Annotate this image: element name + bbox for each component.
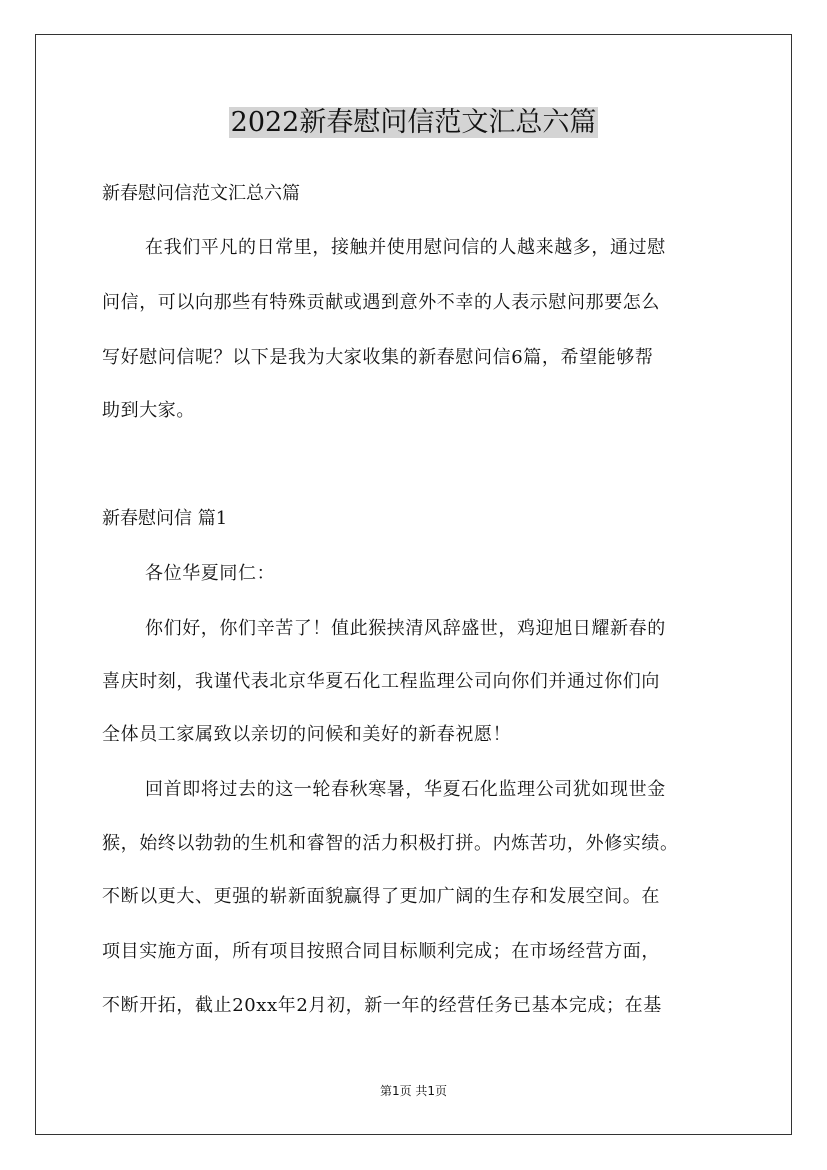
body-line: 全体员工家属致以亲切的问候和美好的新春祝愿！ bbox=[102, 724, 512, 745]
body-line: 不断以更大、更强的崭新面貌赢得了更加广阔的生存和发展空间。在 bbox=[102, 886, 660, 907]
body-line: 项目实施方面，所有项目按照合同目标顺利完成；在市场经营方面， bbox=[102, 941, 660, 962]
salutation: 各位华夏同仁： bbox=[145, 563, 276, 584]
intro-line: 问信，可以向那些有特殊贡献或遇到意外不幸的人表示慰问那要怎么 bbox=[102, 292, 660, 313]
intro-line: 写好慰问信呢？以下是我为大家收集的新春慰问信6篇，希望能够帮 bbox=[102, 347, 654, 368]
body-line: 喜庆时刻，我谨代表北京华夏石化工程监理公司向你们并通过你们向 bbox=[102, 671, 660, 692]
document-title: 2022新春慰问信范文汇总六篇 bbox=[230, 107, 597, 138]
body-line: 回首即将过去的这一轮春秋寒暑，华夏石化监理公司犹如现世金 bbox=[145, 779, 666, 800]
body-line: 你们好，你们辛苦了！值此猴挟清风辞盛世，鸡迎旭日耀新春的 bbox=[145, 618, 666, 639]
body-line: 不断开拓，截止20xx年2月初，新一年的经营任务已基本完成；在基 bbox=[102, 995, 662, 1016]
body-line: 猴，始终以勃勃的生机和睿智的活力积极打拼。内炼苦功，外修实绩。 bbox=[102, 833, 679, 854]
section-title: 新春慰问信 篇1 bbox=[102, 508, 228, 529]
page-number: 第1页 共1页 bbox=[379, 1084, 448, 1098]
document-subtitle: 新春慰问信范文汇总六篇 bbox=[102, 183, 300, 204]
intro-line: 助到大家。 bbox=[102, 400, 195, 421]
intro-line: 在我们平凡的日常里，接触并使用慰问信的人越来越多，通过慰 bbox=[145, 237, 666, 258]
